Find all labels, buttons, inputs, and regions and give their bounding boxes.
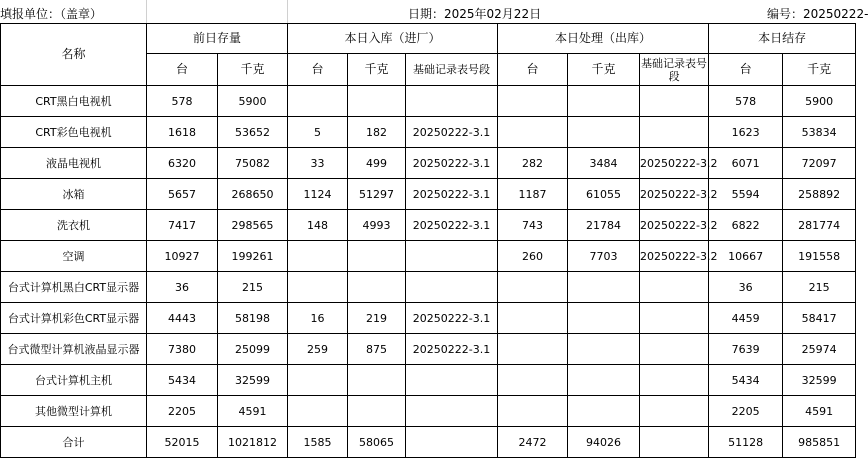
prev-tai-cell[interactable]: 578 [147, 86, 218, 117]
in-record-cell[interactable]: 20250222-3.1 [406, 179, 498, 210]
inbound-header[interactable]: 本日入库（进厂） [288, 24, 498, 54]
in-kg-cell[interactable]: 182 [348, 117, 406, 148]
out-tai-cell[interactable]: 282 [498, 148, 568, 179]
table-row [1, 179, 856, 210]
out-kg-cell[interactable] [568, 396, 640, 427]
bal-tai-cell[interactable]: 4459 [709, 303, 783, 334]
in-record-cell[interactable]: 20250222-3.1 [406, 117, 498, 148]
table-row [1, 303, 856, 334]
inventory-table [0, 23, 856, 458]
in-kg-cell[interactable] [348, 86, 406, 117]
bal-tai-cell[interactable]: 1623 [709, 117, 783, 148]
out-record-cell[interactable]: 20250222-3.2 [640, 241, 709, 272]
in-kg-cell[interactable] [348, 396, 406, 427]
prev-kg-cell[interactable]: 58198 [218, 303, 288, 334]
header-group-row [1, 24, 856, 54]
out-kg-cell[interactable] [568, 272, 640, 303]
table-row [1, 365, 856, 396]
out-kg-cell[interactable]: 61055 [568, 179, 640, 210]
total-row [1, 427, 856, 458]
table-row [1, 241, 856, 272]
item-name-cell[interactable]: 台式计算机彩色CRT显示器 [1, 303, 147, 334]
total-item-name-cell[interactable]: 合计 [1, 427, 147, 458]
out-kg-cell[interactable] [568, 117, 640, 148]
table-row [1, 396, 856, 427]
bal-tai-cell[interactable]: 578 [709, 86, 783, 117]
in-record-cell[interactable]: 20250222-3.1 [406, 210, 498, 241]
bal-kg-cell[interactable]: 5900 [783, 86, 856, 117]
bal-tai-cell[interactable]: 10667 [709, 241, 783, 272]
prev-tai-cell[interactable]: 6320 [147, 148, 218, 179]
total-bal-kg-cell[interactable]: 985851 [783, 427, 856, 458]
in-kg-cell[interactable]: 4993 [348, 210, 406, 241]
prev-kg-cell[interactable]: 5900 [218, 86, 288, 117]
item-name-cell[interactable]: 台式计算机黑白CRT显示器 [1, 272, 147, 303]
in-unit-tai-header[interactable]: 台 [288, 54, 348, 86]
in-kg-cell[interactable] [348, 365, 406, 396]
out-record-no-header[interactable]: 基础记录表号段 [640, 54, 709, 86]
bal-unit-tai-header[interactable]: 台 [709, 54, 783, 86]
item-name-cell[interactable]: 台式计算机主机 [1, 365, 147, 396]
out-kg-cell[interactable]: 3484 [568, 148, 640, 179]
out-record-cell[interactable] [640, 117, 709, 148]
out-kg-cell[interactable] [568, 303, 640, 334]
prev-tai-cell[interactable]: 10927 [147, 241, 218, 272]
in-unit-kg-header[interactable]: 千克 [348, 54, 406, 86]
in-kg-cell[interactable]: 219 [348, 303, 406, 334]
in-kg-cell[interactable] [348, 241, 406, 272]
out-tai-cell[interactable]: 260 [498, 241, 568, 272]
prev-kg-cell[interactable]: 4591 [218, 396, 288, 427]
prev-kg-cell[interactable]: 268650 [218, 179, 288, 210]
prev-tai-cell[interactable]: 4443 [147, 303, 218, 334]
prev-unit-kg-header[interactable]: 千克 [218, 54, 288, 86]
in-record-cell[interactable] [406, 241, 498, 272]
in-record-cell[interactable] [406, 396, 498, 427]
total-in-record-cell[interactable] [406, 427, 498, 458]
out-tai-cell[interactable] [498, 334, 568, 365]
bal-kg-cell[interactable]: 72097 [783, 148, 856, 179]
in-record-cell[interactable] [406, 365, 498, 396]
prev-tai-cell[interactable]: 2205 [147, 396, 218, 427]
bal-kg-cell[interactable]: 25974 [783, 334, 856, 365]
item-name-cell[interactable]: 空调 [1, 241, 147, 272]
total-bal-tai-cell[interactable]: 51128 [709, 427, 783, 458]
out-kg-cell[interactable]: 21784 [568, 210, 640, 241]
in-kg-cell[interactable]: 499 [348, 148, 406, 179]
in-kg-cell[interactable]: 875 [348, 334, 406, 365]
bal-kg-cell[interactable]: 215 [783, 272, 856, 303]
bal-kg-cell[interactable]: 58417 [783, 303, 856, 334]
bal-tai-cell[interactable]: 6071 [709, 148, 783, 179]
in-kg-cell[interactable]: 51297 [348, 179, 406, 210]
bal-tai-cell[interactable]: 5594 [709, 179, 783, 210]
out-kg-cell[interactable] [568, 86, 640, 117]
out-tai-cell[interactable] [498, 86, 568, 117]
out-record-cell[interactable]: 20250222-3.2 [640, 179, 709, 210]
prev-unit-tai-header[interactable]: 台 [147, 54, 218, 86]
processed-header[interactable]: 本日处理（出库） [498, 24, 709, 54]
sheet-header-row [0, 0, 868, 24]
total-prev-tai-cell[interactable]: 52015 [147, 427, 218, 458]
prev-kg-cell[interactable]: 298565 [218, 210, 288, 241]
out-kg-cell[interactable]: 7703 [568, 241, 640, 272]
table-row [1, 272, 856, 303]
bal-kg-cell[interactable]: 53834 [783, 117, 856, 148]
bal-kg-cell[interactable]: 258892 [783, 179, 856, 210]
out-record-cell[interactable] [640, 272, 709, 303]
out-record-cell[interactable] [640, 396, 709, 427]
prev-tai-cell[interactable]: 7417 [147, 210, 218, 241]
item-name-cell[interactable]: 液晶电视机 [1, 148, 147, 179]
in-tai-cell[interactable]: 1124 [288, 179, 348, 210]
table-row [1, 210, 856, 241]
out-kg-cell[interactable] [568, 365, 640, 396]
bal-kg-cell[interactable]: 4591 [783, 396, 856, 427]
item-name-cell[interactable]: 洗衣机 [1, 210, 147, 241]
in-tai-cell[interactable]: 259 [288, 334, 348, 365]
bal-kg-cell[interactable]: 32599 [783, 365, 856, 396]
prev-tai-cell[interactable]: 1618 [147, 117, 218, 148]
in-tai-cell[interactable] [288, 272, 348, 303]
date-label[interactable]: 日期：2025年02月22日 [408, 7, 542, 21]
out-tai-cell[interactable] [498, 272, 568, 303]
prev-kg-cell[interactable]: 199261 [218, 241, 288, 272]
out-record-cell[interactable]: 20250222-3.2 [640, 210, 709, 241]
bal-kg-cell[interactable]: 191558 [783, 241, 856, 272]
bal-tai-cell[interactable]: 5434 [709, 365, 783, 396]
item-name-cell[interactable]: 其他微型计算机 [1, 396, 147, 427]
out-tai-cell[interactable] [498, 365, 568, 396]
table-row [1, 86, 856, 117]
in-tai-cell[interactable]: 16 [288, 303, 348, 334]
bal-kg-cell[interactable]: 281774 [783, 210, 856, 241]
item-name-cell[interactable]: CRT黑白电视机 [1, 86, 147, 117]
in-record-cell[interactable]: 20250222-3.1 [406, 334, 498, 365]
in-record-cell[interactable] [406, 272, 498, 303]
serial-number-label[interactable]: 编号：20250222- [767, 7, 868, 21]
cell-divider [146, 0, 147, 23]
in-tai-cell[interactable]: 5 [288, 117, 348, 148]
prev-stock-header[interactable]: 前日存量 [147, 24, 288, 54]
total-out-record-cell[interactable] [640, 427, 709, 458]
prev-kg-cell[interactable]: 25099 [218, 334, 288, 365]
out-record-cell[interactable]: 20250222-3.2 [640, 148, 709, 179]
prev-tai-cell[interactable]: 7380 [147, 334, 218, 365]
bal-unit-kg-header[interactable]: 千克 [783, 54, 856, 86]
out-tai-cell[interactable] [498, 303, 568, 334]
table-row [1, 334, 856, 365]
out-tai-cell[interactable]: 743 [498, 210, 568, 241]
item-name-cell[interactable]: 台式微型计算机液晶显示器 [1, 334, 147, 365]
prev-kg-cell[interactable]: 32599 [218, 365, 288, 396]
total-out-kg-cell[interactable]: 94026 [568, 427, 640, 458]
total-prev-kg-cell[interactable]: 1021812 [218, 427, 288, 458]
total-out-tai-cell[interactable]: 2472 [498, 427, 568, 458]
in-record-cell[interactable]: 20250222-3.1 [406, 303, 498, 334]
in-kg-cell[interactable] [348, 272, 406, 303]
bal-tai-cell[interactable]: 6822 [709, 210, 783, 241]
item-name-cell[interactable]: CRT彩色电视机 [1, 117, 147, 148]
in-record-no-header[interactable]: 基础记录表号段 [406, 54, 498, 86]
out-record-cell[interactable] [640, 365, 709, 396]
out-record-cell[interactable] [640, 334, 709, 365]
table-row [1, 117, 856, 148]
in-tai-cell[interactable]: 33 [288, 148, 348, 179]
bal-tai-cell[interactable]: 7639 [709, 334, 783, 365]
in-tai-cell[interactable] [288, 365, 348, 396]
prev-kg-cell[interactable]: 75082 [218, 148, 288, 179]
total-in-kg-cell[interactable]: 58065 [348, 427, 406, 458]
reporting-unit-label[interactable]: 填报单位：（盖章） [0, 7, 103, 21]
out-tai-cell[interactable] [498, 117, 568, 148]
in-record-cell[interactable]: 20250222-3.1 [406, 148, 498, 179]
prev-tai-cell[interactable]: 5657 [147, 179, 218, 210]
in-record-cell[interactable] [406, 86, 498, 117]
out-kg-cell[interactable] [568, 334, 640, 365]
out-unit-kg-header[interactable]: 千克 [568, 54, 640, 86]
in-tai-cell[interactable] [288, 241, 348, 272]
cell-divider [287, 0, 288, 23]
out-tai-cell[interactable]: 1187 [498, 179, 568, 210]
out-tai-cell[interactable] [498, 396, 568, 427]
table-row [1, 148, 856, 179]
in-tai-cell[interactable] [288, 86, 348, 117]
out-unit-tai-header[interactable]: 台 [498, 54, 568, 86]
out-record-cell[interactable] [640, 303, 709, 334]
prev-tai-cell[interactable]: 36 [147, 272, 218, 303]
prev-tai-cell[interactable]: 5434 [147, 365, 218, 396]
name-column-header[interactable]: 名称 [1, 24, 147, 86]
total-in-tai-cell[interactable]: 1585 [288, 427, 348, 458]
bal-tai-cell[interactable]: 2205 [709, 396, 783, 427]
prev-kg-cell[interactable]: 53652 [218, 117, 288, 148]
prev-kg-cell[interactable]: 215 [218, 272, 288, 303]
bal-tai-cell[interactable]: 36 [709, 272, 783, 303]
in-tai-cell[interactable]: 148 [288, 210, 348, 241]
out-record-cell[interactable] [640, 86, 709, 117]
item-name-cell[interactable]: 冰箱 [1, 179, 147, 210]
balance-header[interactable]: 本日结存 [709, 24, 856, 54]
in-tai-cell[interactable] [288, 396, 348, 427]
